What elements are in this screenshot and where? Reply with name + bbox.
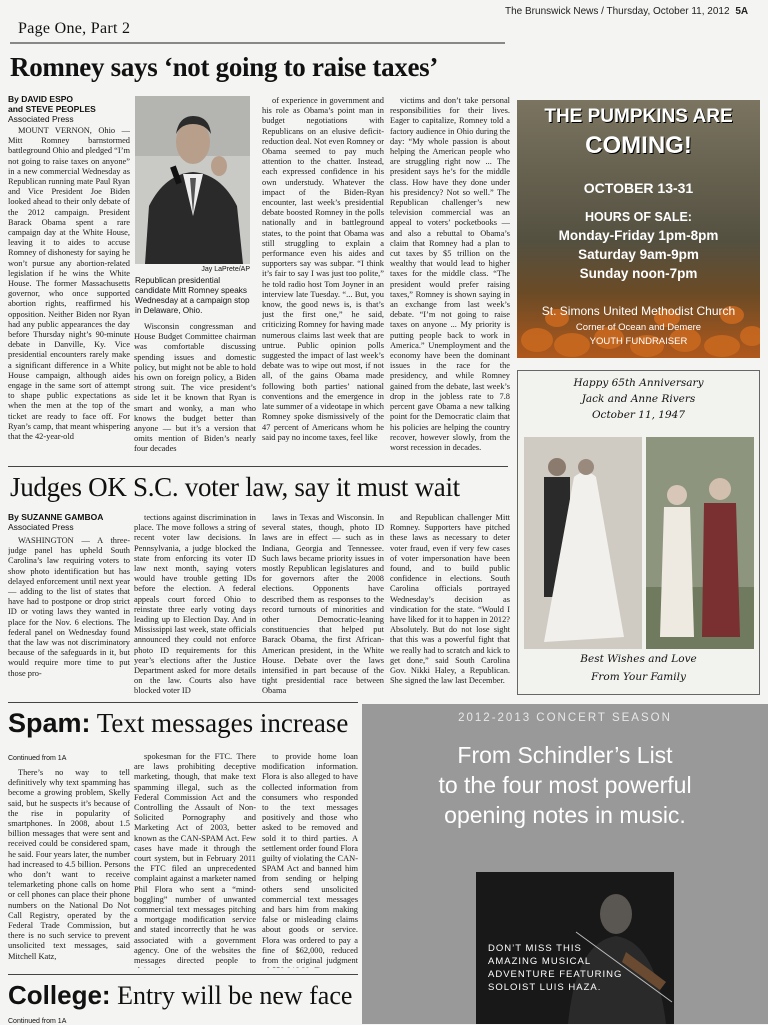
romney-photo [135, 96, 250, 264]
voter-text-2: tections against discrimination in place. The move follows a string of recent voter law decisions. In Pennsylvania, a judge blocked the state from enforcing its voter ID law next month, saying voters would have trouble getting IDs before the election. A federal appeals court forced Ohio to reinstate three early voting days leading up to Election Day. And in Mississippi last week, state officials announced they could not enforce photo ID requirements for this year’s elections after the Justice Department asked for more details on the law. Courts also have blocked voter ID [134, 513, 256, 696]
byline-author-2: and STEVE PEOPLES [8, 104, 96, 114]
divider [8, 466, 508, 467]
headline-romney: Romney says ‘not going to raise taxes’ [10, 52, 439, 82]
concert-promo [488, 942, 622, 994]
divider [8, 702, 358, 703]
couple-photo-image [646, 437, 754, 649]
concert-promo-4: SOLOIST LUIS HAZA. [488, 982, 602, 993]
anniversary-line-1: Happy 65th Anniversary [573, 377, 704, 389]
voter-column-3 [262, 513, 384, 696]
divider [10, 42, 505, 44]
wedding-photo-image [524, 437, 642, 649]
wedding-photo [524, 437, 642, 649]
masthead [505, 6, 748, 17]
anniversary-wish-1: Best Wishes and Love [580, 653, 697, 665]
couple-photo [646, 437, 754, 649]
byline-voter [8, 512, 128, 532]
headline-spam-rest: Text messages increase [90, 708, 349, 738]
headline-college-rest: Entry will be new face [110, 981, 353, 1010]
headline-spam-bold: Spam: [8, 708, 91, 738]
headline-spam [8, 708, 348, 739]
romney-text-1: MOUNT VERNON, Ohio — Mitt Romney barnstormed battleground Ohio and pledged “I’m not going to raise taxes on anyone” in a new commercial Wednesday as Republican running mate Paul Ryan and Vice President Joe Biden looked ahead to their only debate of the 2012 campaign. President Barack Obama spent a rare campaign day at the White House, leaving it to aides to accuse Romney of dishonesty for saying he won’t pursue any abortion-related legislation if he wins the White House. The former Massachusetts governor, who once supported abortion rights, reaffirmed his opposition. Neither Biden nor Ryan had any public appearances the day before Thursday night’s 90-minute debate in Danville, Ky. Vice presidential encounters rarely make a significant difference in a White House campaign, although aides engage in the same sort of attempt to shape public expectations as when the men at the top of the ticket are ready to face off. For Ryan’s camp, that meant whispering that the 42-year-old [8, 126, 130, 442]
pumpkin-title-2: COMING! [585, 132, 692, 159]
voter-column-4 [390, 513, 510, 696]
romney-column-4 [390, 96, 510, 461]
romney-text-4: victims and don’t take personal responsibilities for their lives. Eager to capitalize, Romney told a factory audience in Ohio during the day: “My whole passion is about helping the American people who are struggling right now ... The president says he’s for the middle class. How have they done under his presidency? Not so well.” The Republican challenger’s new television commercial was an appeal to voters’ pocketbooks — and also a rebuttal to Obama’s claim that Romney had a plan to cut taxes by $5 trillion on the wealthy that would lead to higher taxes for the middle class. “The president would prefer raising taxes,” Romney is shown saying in an exchange from last week’s debate. “I’m not going to raise taxes on anyone ... My priority is putting people back to work in America.” Unemployment and the economy have been the dominant issues in the race for the presidency, and while Romney gained from the debate, last week’s drop in the jobless rate to 7.8 percent gave Obama a new talking point for the Democratic claim that his policies are helping the country recover, however slowly, from the worst recession in decades. [390, 96, 510, 452]
divider [8, 974, 358, 975]
romney-column-1 [8, 126, 130, 461]
romney-column-2 [134, 322, 256, 462]
pumpkin-title-1: THE PUMPKINS ARE [544, 106, 733, 127]
headline-college [8, 980, 352, 1011]
pumpkin-youth: YOUTH FUNDRAISER [589, 336, 688, 347]
headline-voter-law: Judges OK S.C. voter law, say it must wait [10, 472, 460, 502]
concert-season: 2012-2013 CONCERT SEASON [458, 712, 672, 724]
concert-line-1: From Schindler’s List [457, 742, 673, 768]
pumpkin-church: St. Simons United Methodist Church [541, 304, 736, 318]
romney-photo-image [135, 96, 250, 264]
concert-promo-2: AMAZING MUSICAL [488, 956, 592, 967]
pumpkin-hours-label: HOURS OF SALE: [585, 210, 692, 224]
voter-text-4: and Republican challenger Mitt Romney. Supporters have pitched these laws as necessary to deter voter fraud, even if very few cases of voter impersonation have been found, and to build public confidence in elections. South Carolina officials portrayed Wednesday’s decision as vindication for the state. “Would I have liked for it to happen in 2012? Absolutely. But do not lose sight that this was a powerful fight that we really had to scratch and kick to get done,” said South Carolina Gov. Nikki Haley, a Republican. She signed the law last December. [390, 513, 510, 686]
anniversary-line-3: October 11, 1947 [591, 409, 686, 421]
romney-text-2: Wisconsin congressman and House Budget Committee chairman was comfortable discussing spending issues and domestic policy, but might not be able to hold his own on foreign policy, a Biden strong suit. The vice president’s side let it be known that Ryan is smart and wonky, a man who knows the budget better than anyone — but it’s a version that omits mention of Biden’s nearly four decades [134, 322, 256, 454]
spam-column-2 [134, 752, 256, 968]
pumpkin-hours-weekday: Monday-Friday 1pm-8pm [558, 228, 719, 243]
anniversary-line-2: Jack and Anne Rivers [581, 393, 696, 405]
spam-column-1 [8, 768, 130, 968]
pumpkin-hours-sunday: Sunday noon-7pm [579, 266, 698, 281]
spam-text-2: spokesman for the FTC. There are laws prohibiting deceptive marketing, though, that make text spamming illegal, such as the Federal Commission Act and the Controlling the Assault of Non-Solicited Pornography and Marketing Act of 2003, better known as the CAN-SPAM Act. Few cases have made it through the court system, but in February 2011 the FTC filed an unprecedented complaint against a marketer named Phil Flora who sent a “mind-boggling” number of unwanted commercial text messages pitching a mortgage modification service and stated incorrectly that he was associated with a government agency. One of the websites the messages directed people to [134, 752, 256, 966]
voter-text-3: laws in Texas and Wisconsin. In several states, though, photo ID laws are in effect — such as in Indiana, Georgia and Tennessee. Such laws became priority issues in mostly Republican legislatures and for governors after the 2008 elections. Opponents have described them as responses to the record turnouts of minorities and other Democratic-leaning constituencies that helped put Barack Obama, the first African-American president, in the White House. Debate over the laws intensified in part because of the tight presidential race between Obama [262, 513, 384, 696]
concert-ad [362, 704, 768, 1024]
romney-column-3 [262, 96, 384, 461]
continued-label: Continued from 1A [8, 755, 67, 762]
byline-author-1: By DAVID ESPO [8, 94, 74, 104]
section-label: Page One, Part 2 [18, 20, 131, 37]
romney-text-3: of experience in government and his role as Obama’s point man in budget negotiations with Republicans on an elusive deficit-reduction deal. Not even Romney or Obama seemed to pay much attention to the chatter. Instead, each expressed confidence in his own understudy. Whatever the impact of the Biden-Ryan encounter, last week’s presidential debate boosted Romney in the polls nationally and in battleground states, to the point that Obama was still struggling to explain a performance even his aides and supporters say was subpar. “I think it’s fair to say I was just too polite,” he told radio host Tom Joyner in an interview late Tuesday. “... But, you know, the good news is, is that’s just the first one,” he said, criticizing Romney for having made numerous claims last week that are untrue. Public opinion polls suggested the impact of last week’s debate was to wipe out most, if not all, of the gains Obama made following both parties’ national conventions and the emergence in late summer of a videotape in which Romney spoke dismissively of the 47 percent of Americans whom he said pay no income taxes, feel like [262, 96, 384, 442]
pumpkin-hours-saturday: Saturday 9am-9pm [578, 247, 699, 262]
pumpkin-dates: OCTOBER 13-31 [583, 180, 694, 196]
anniversary-wish-2: From Your Family [591, 671, 686, 683]
concert-line-3: opening notes in music. [444, 802, 686, 828]
spam-column-3 [262, 752, 358, 968]
anniversary-ad [517, 370, 760, 695]
concert-line-2: to the four most powerful [438, 772, 692, 798]
photo-caption: Republican presidential candidate Mitt Romney speaks Wednesday at a campaign stop in Delaware, Ohio. [135, 276, 250, 315]
continued-label: Continued from 1A [8, 1018, 67, 1025]
byline-affiliation: Associated Press [8, 114, 74, 124]
spam-text-3: to provide home loan modification information. Flora is also alleged to have collected information from consumers who responded to the text messages positively and those who asked to be removed and sold it to third parties. A settlement order found Flora guilty of violating the CAN-SPAM Act and banned him from sending or helping others send unsolicited commercial text messages and bars him from making false or misleading claims about goods or service. Flora was ordered to pay a fine of $62,000, reduced from the original judgment [262, 752, 358, 966]
pumpkin-corner: Corner of Ocean and Demere [575, 322, 702, 333]
byline-affiliation: Associated Press [8, 522, 74, 532]
headline-college-bold: College: [8, 980, 111, 1010]
concert-promo-1: DON’T MISS THIS [488, 943, 582, 954]
byline-author: By SUZANNE GAMBOA [8, 512, 104, 522]
voter-column-1 [8, 536, 130, 696]
byline-romney [8, 94, 128, 124]
spam-text-1: There’s no way to tell definitively why text spamming has become a growing problem, Skelly said, but he suspects it’s because of the rise in popularity of smartphones. In 2008, about 1.5 billion messages that were sent and received could be considered spam, he said. Four years later, the number had increased to 4.5 billion. Persons who don’t want to receive telemarketing phone calls on home or cell phones can place their phone numbers on the National Do Not Call Registry, operated by the Federal Trade Commission, but there is no such service to prevent unsolicited text messages, said Mitchell Katz, [8, 768, 130, 961]
voter-column-2 [134, 513, 256, 696]
concert-promo-3: ADVENTURE FEATURING [488, 969, 623, 980]
photo-credit: Jay LaPrete/AP [201, 266, 250, 273]
pumpkin-ad [517, 100, 760, 358]
violinist-photo [476, 872, 674, 1024]
page-number: 5A [735, 6, 749, 17]
voter-text-1: WASHINGTON — A three-judge panel has upheld South Carolina’s law requiring voters to show photo identification but has delayed enforcement until next year — adding to the list of states that have had to postpone or drop strict ID or voting laws they wanted in place for the Nov. 6 elections. The federal panel on Wednesday found that the law was not discriminatory because of the safeguards in it, but would require more time to put those pro- [8, 536, 130, 678]
masthead-text: The Brunswick News / Thursday, October 11, 2012 [505, 6, 730, 17]
